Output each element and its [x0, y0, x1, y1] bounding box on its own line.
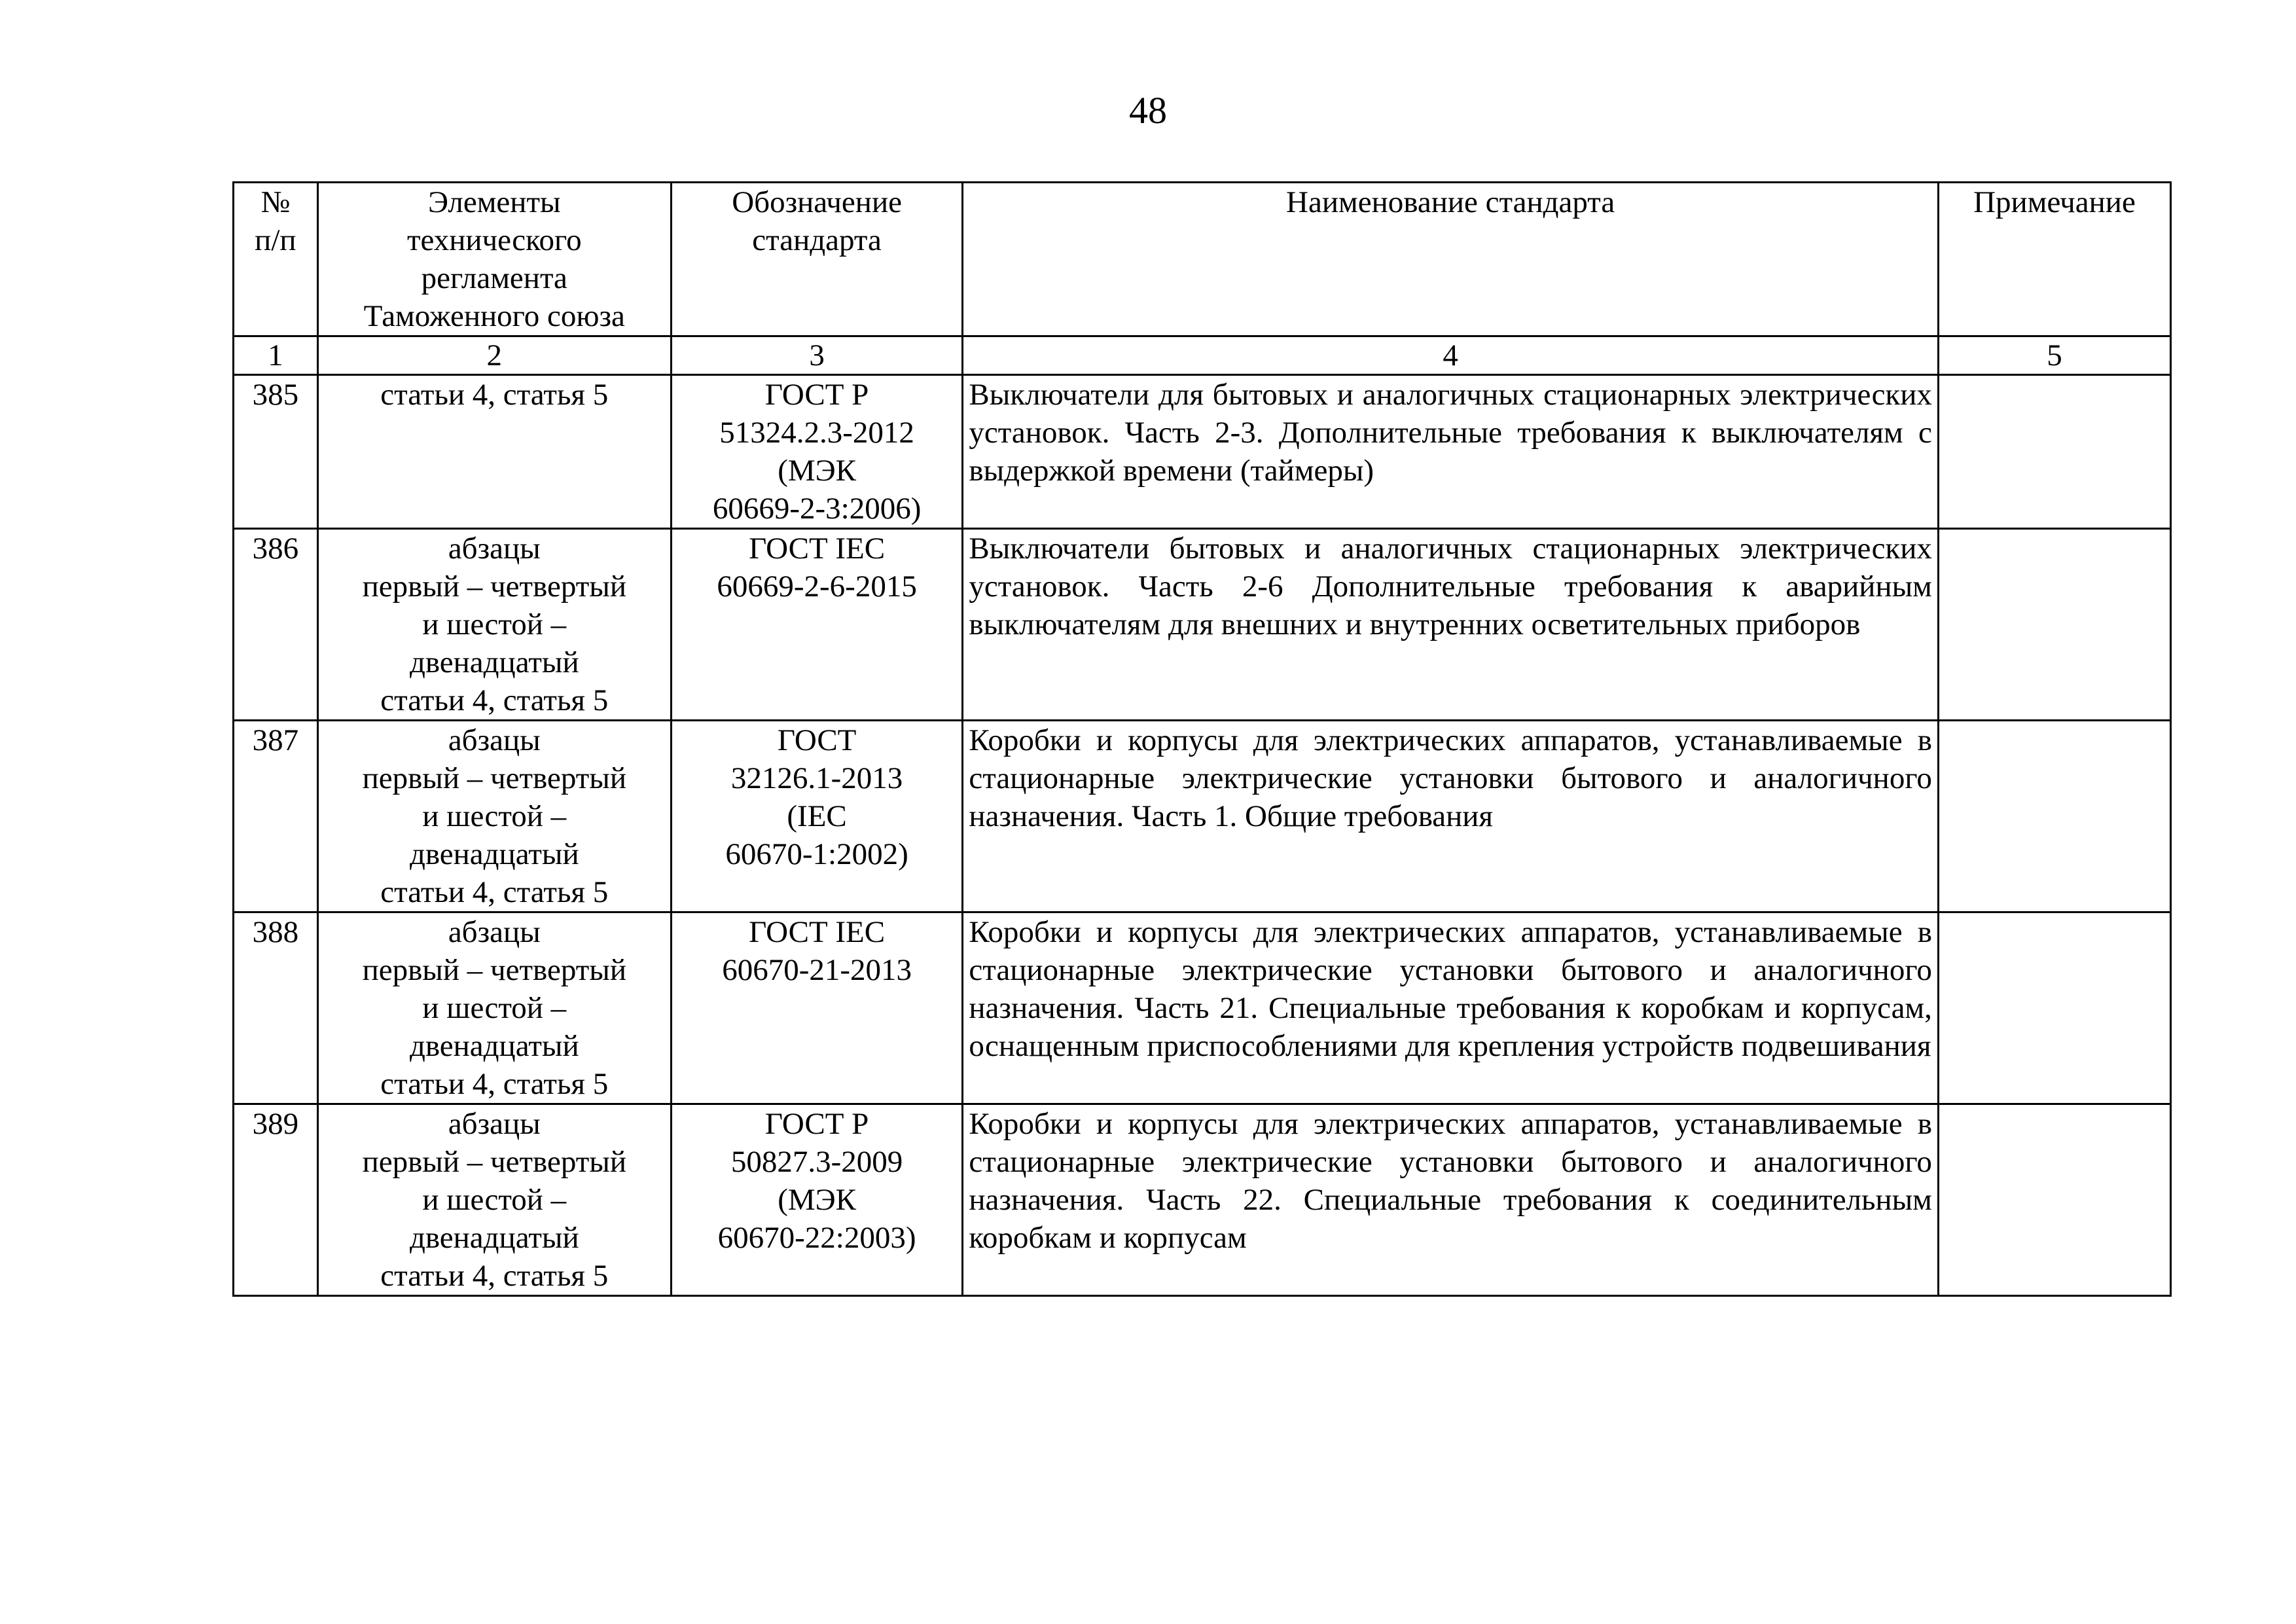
- column-index: 2: [317, 336, 671, 375]
- row-standard-name: Коробки и корпусы для электрических аппаратов, устанавливаемые в стационарные электрические установки бытового и аналогичного назначения. Часть 22. Специальные требования к соединительным коробкам и корпусам: [963, 1104, 1939, 1296]
- column-index: 1: [234, 336, 318, 375]
- code-line: 51324.2.3-2012: [719, 416, 914, 450]
- code-line: 60670-21-2013: [722, 953, 912, 987]
- element-line: двенадцатый: [409, 1029, 579, 1063]
- row-standard-name: Коробки и корпусы для электрических аппаратов, устанавливаемые в стационарные электрические установки бытового и аналогичного назначения. Часть 21. Специальные требования к коробкам и корпусам, оснащенным приспособлениями для крепления устройств подвешивания: [963, 912, 1939, 1104]
- element-line: и шестой –: [422, 607, 567, 641]
- code-line: 32126.1-2013: [730, 761, 903, 795]
- element-line: первый – четвертый: [362, 1145, 626, 1179]
- row-standard-code: [671, 1104, 963, 1296]
- row-element: [317, 721, 671, 912]
- row-number: 386: [234, 529, 318, 721]
- code-line: 50827.3-2009: [730, 1145, 903, 1179]
- column-index: 5: [1938, 336, 2170, 375]
- header-name: Наименование стандарта: [963, 183, 1939, 336]
- standards-table: [232, 181, 2172, 1297]
- row-element: [317, 1104, 671, 1296]
- row-standard-code: [671, 375, 963, 529]
- row-number: 385: [234, 375, 318, 529]
- element-line: статьи 4, статья 5: [380, 1259, 609, 1293]
- code-line: 60669-2-6-2015: [717, 569, 917, 604]
- code-line: ГОСТ Р: [764, 1107, 869, 1141]
- code-line: (IEC: [787, 799, 847, 833]
- element-line: и шестой –: [422, 991, 567, 1025]
- row-number: 389: [234, 1104, 318, 1296]
- header-element-line: Элементы: [427, 185, 561, 219]
- code-line: ГОСТ Р: [764, 378, 869, 412]
- table-header-row: [234, 183, 2171, 336]
- element-line: статьи 4, статья 5: [380, 683, 609, 717]
- row-note: [1938, 912, 2170, 1104]
- row-standard-code: [671, 912, 963, 1104]
- header-element-line: технического: [406, 223, 582, 257]
- element-line: абзацы: [448, 1107, 541, 1141]
- element-line: и шестой –: [422, 1183, 567, 1217]
- row-standard-name: Коробки и корпусы для электрических аппаратов, устанавливаемые в стационарные электрические установки бытового и аналогичного назначения. Часть 1. Общие требования: [963, 721, 1939, 912]
- table-row: [234, 529, 2171, 721]
- column-index: 4: [963, 336, 1939, 375]
- element-line: первый – четвертый: [362, 953, 626, 987]
- table-row: [234, 721, 2171, 912]
- element-line: и шестой –: [422, 799, 567, 833]
- table-row: [234, 912, 2171, 1104]
- header-num-line: п/п: [255, 223, 296, 257]
- row-standard-name: Выключатели бытовых и аналогичных стационарных электрических установок. Часть 2-6 Дополнительные требования к аварийным выключателям для внешних и внутренних осветительных приборов: [963, 529, 1939, 721]
- header-code-line: Обозначение: [732, 185, 902, 219]
- code-line: (МЭК: [778, 1183, 857, 1217]
- element-line: двенадцатый: [409, 837, 579, 871]
- element-line: первый – четвертый: [362, 761, 626, 795]
- row-number: 388: [234, 912, 318, 1104]
- code-line: ГОСТ IEC: [749, 532, 886, 566]
- element-line: двенадцатый: [409, 1221, 579, 1255]
- code-line: 60670-22:2003): [717, 1221, 916, 1255]
- row-standard-code: [671, 529, 963, 721]
- header-element-line: Таможенного союза: [363, 299, 625, 333]
- row-note: [1938, 375, 2170, 529]
- element-line: двенадцатый: [409, 645, 579, 679]
- code-line: ГОСТ: [777, 723, 857, 757]
- row-number: 387: [234, 721, 318, 912]
- element-line: первый – четвертый: [362, 569, 626, 604]
- code-line: ГОСТ IEC: [749, 915, 886, 949]
- header-element-line: регламента: [421, 261, 567, 295]
- row-standard-name: Выключатели для бытовых и аналогичных стационарных электрических установок. Часть 2-3. Дополнительные требования к выключателям с выдержкой времени (таймеры): [963, 375, 1939, 529]
- element-line: абзацы: [448, 915, 541, 949]
- code-line: 60669-2-3:2006): [712, 492, 922, 526]
- header-element: [317, 183, 671, 336]
- element-line: статьи 4, статья 5: [380, 875, 609, 909]
- element-line: статьи 4, статья 5: [380, 1067, 609, 1101]
- header-code-line: стандарта: [752, 223, 882, 257]
- header-code: [671, 183, 963, 336]
- code-line: (МЭК: [778, 454, 857, 488]
- header-num-line: №: [260, 185, 291, 219]
- element-line: абзацы: [448, 532, 541, 566]
- row-element: [317, 529, 671, 721]
- row-note: [1938, 529, 2170, 721]
- page-number: 48: [1129, 89, 1167, 132]
- header-note: Примечание: [1938, 183, 2170, 336]
- row-note: [1938, 721, 2170, 912]
- table-row: [234, 375, 2171, 529]
- table-row: [234, 1104, 2171, 1296]
- column-index-row: [234, 336, 2171, 375]
- element-line: статьи 4, статья 5: [380, 378, 609, 412]
- row-standard-code: [671, 721, 963, 912]
- row-element: [317, 912, 671, 1104]
- row-note: [1938, 1104, 2170, 1296]
- column-index: 3: [671, 336, 963, 375]
- code-line: 60670-1:2002): [725, 837, 908, 871]
- header-num: [234, 183, 318, 336]
- element-line: абзацы: [448, 723, 541, 757]
- row-element: [317, 375, 671, 529]
